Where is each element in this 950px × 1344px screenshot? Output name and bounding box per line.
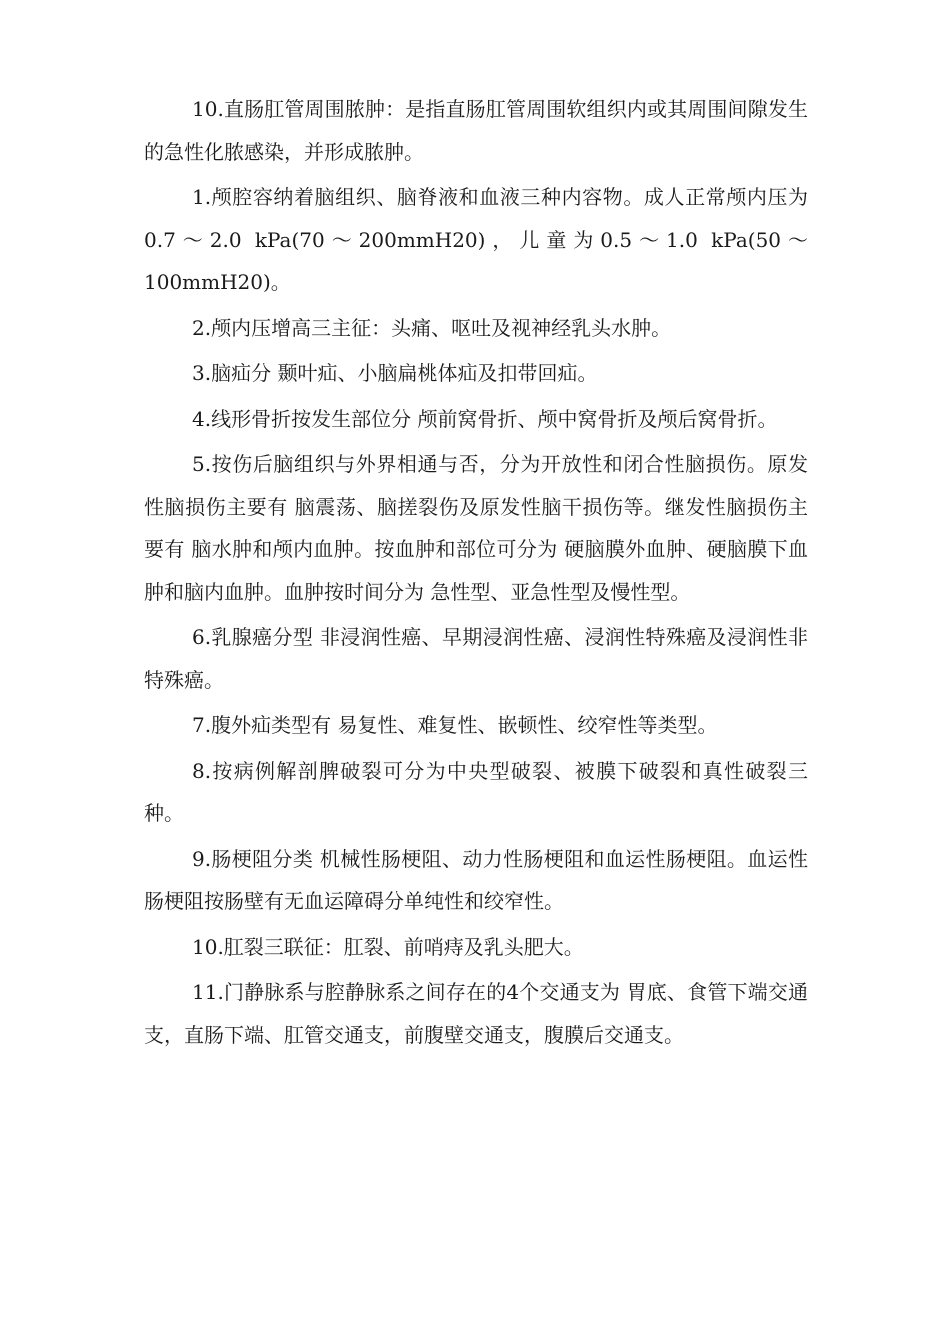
- paragraph-hernia-types: 7.腹外疝类型有 易复性、难复性、嵌顿性、绞窄性等类型。: [192, 713, 718, 737]
- paragraph-brain-hernia: 3.脑疝分 颞叶疝、小脑扁桃体疝及扣带回疝。: [192, 361, 598, 385]
- paragraph-anal-fissure-triad: 10.肛裂三联征：肛裂、前哨痔及乳头肥大。: [192, 934, 584, 959]
- paragraph-intracranial-pressure: 1.颅腔容纳着脑组织、脑脊液和血液三种内容物。成人正常颅内压为0.7～2.0 kPa(70～200mmH20)，儿童为0.5～1.0 kPa(50～100mmH20)。: [144, 185, 808, 294]
- paragraph-icp-triad: 2.颅内压增高三主征：头痛、呕吐及视神经乳头水肿。: [192, 315, 672, 340]
- paragraph-breast-cancer: 6.乳腺癌分型 非浸润性癌、早期浸润性癌、浸润性特殊癌及浸润性非特殊癌。: [144, 625, 808, 692]
- paragraph-portal-caval-anastomosis: 11.门静脉系与腔静脉系之间存在的4个交通支为 胃底、食管下端交通支，直肠下端、肛管交通支，前腹壁交通支，腹膜后交通支。: [144, 980, 808, 1047]
- document-body: [144, 88, 808, 1059]
- paragraph-brain-injury: 5.按伤后脑组织与外界相通与否，分为开放性和闭合性脑损伤。原发性脑损伤主要有 脑震荡、脑搓裂伤及原发性脑干损伤等。继发性脑损伤主要有 脑水肿和颅内血肿。按血肿和部位可分为 硬脑膜外血肿、硬脑膜下血肿和脑内血肿。血肿按时间分为 急性型、亚急性型及慢性型。: [144, 452, 808, 604]
- paragraph-spleen-rupture: 8.按病例解剖脾破裂可分为中央型破裂、被膜下破裂和真性破裂三种。: [144, 758, 808, 825]
- paragraph-linear-fracture: 4.线形骨折按发生部位分 颅前窝骨折、颅中窝骨折及颅后窝骨折。: [192, 406, 778, 431]
- paragraph-perianal-abscess: 10.直肠肛管周围脓肿：是指直肠肛管周围软组织内或其周围间隙发生的急性化脓感染，并形成脓肿。: [144, 97, 808, 164]
- paragraph-intestinal-obstruction: 9.肠梗阻分类 机械性肠梗阻、动力性肠梗阻和血运性肠梗阻。血运性肠梗阻按肠壁有无血运障碍分单纯性和绞窄性。: [144, 846, 808, 913]
